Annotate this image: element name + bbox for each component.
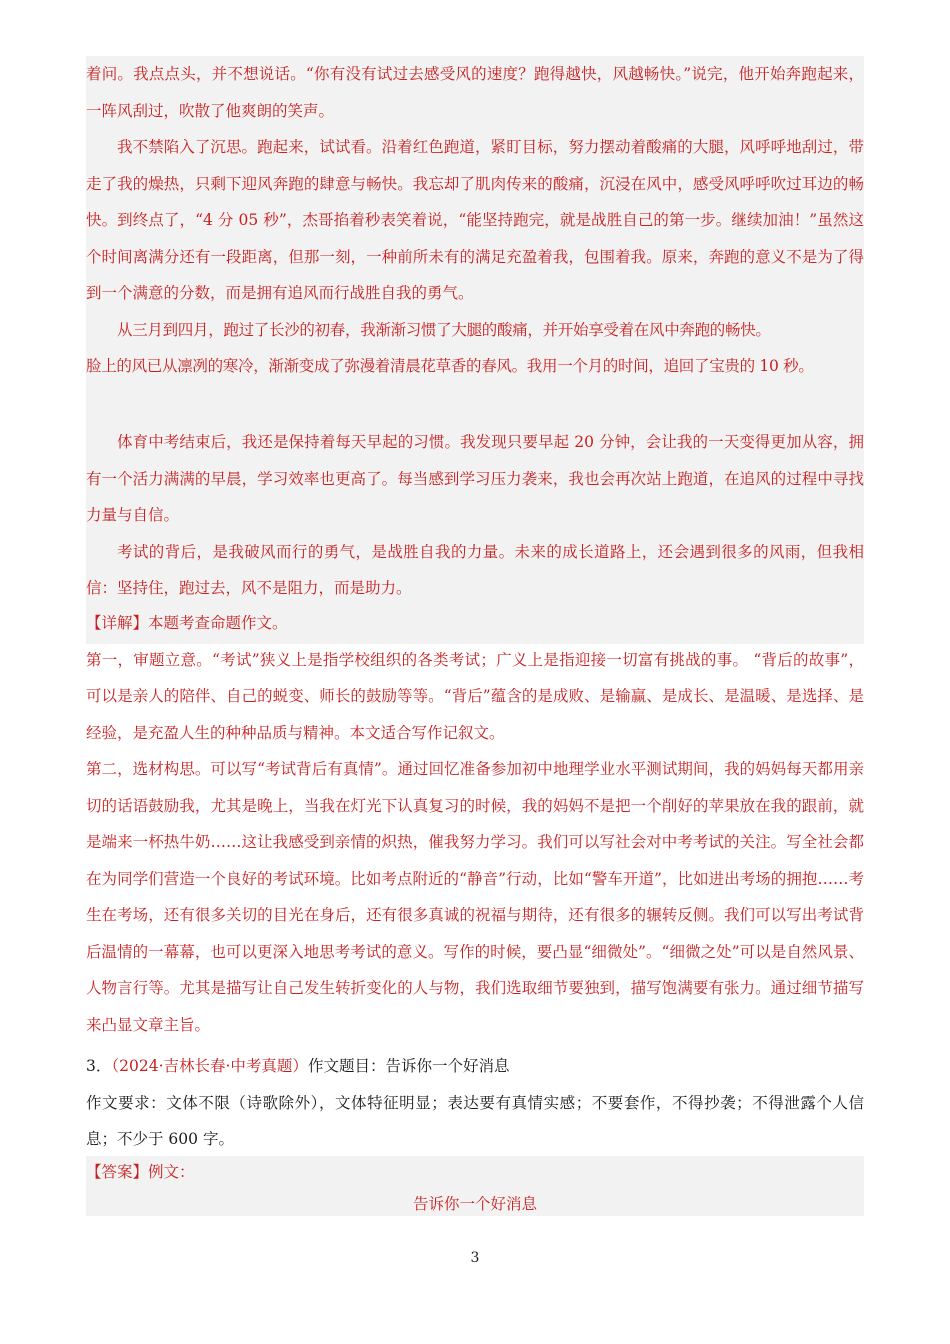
analysis-heading: 【详解】本题考查命题作文。 [86, 614, 288, 632]
essay-paragraph: 从三月到四月，跑过了长沙的初春，我渐渐习惯了大腿的酸痛，并开始享受着在风中奔跑的畅快。 [117, 320, 771, 339]
answer-label: 【答案】 [86, 1163, 149, 1181]
question-source: （2024·吉林长春·中考真题） [111, 1057, 308, 1075]
essay-paragraph: 考试的背后，是我破风而行的勇气，是战胜自我的力量。未来的成长道路上，还会遇到很多的风雨，但我相信：坚持住，跑过去，风不是阻力，而是助力。 [86, 542, 864, 597]
question-3 [86, 1048, 864, 1158]
essay-title: 告诉你一个好消息 [412, 1195, 537, 1213]
question-title-line [86, 1048, 864, 1085]
answer-section [86, 1156, 864, 1216]
question-requirements: 作文要求：文体不限（诗歌除外），文体特征明显；表达要有真情实感；不要套作，不得抄袭；不得泄露个人信息；不少于 600 字。 [86, 1093, 864, 1148]
question-number: 3． [86, 1057, 112, 1075]
essay-paragraph: 脸上的风已从凛冽的寒冷，渐渐变成了弥漫着清晨花草香的春风。我用一个月的时间，追回了宝贵的 10 秒。 [86, 357, 814, 375]
essay-section-1 [86, 56, 864, 390]
analysis-point-2: 第二，选材构思。可以写“考试背后有真情”。通过回忆准备参加初中地理学业水平测试期间，我的妈妈每天都用亲切的话语鼓励我，尤其是晚上，当我在灯光下认真复习的时候，我的妈妈不是把一个削好的苹果放在我的跟前，就是端来一杯热牛奶……这让我感受到亲情的炽热，催我努力学习。我们可以写社会对中考考试的关注。写全社会都在为同学们营造一个良好的考试环境。比如考点附近的“静音”行动，比如“警车开道”，比如进出考场的拥抱……考生在考场，还有很多关切的目光在身后，还有很多真诚的祝福与期待，还有很多的辗转反侧。我们可以写出考试背后温情的一幕幕，也可以更深入地思考考试的意义。写作的时候，要凸显“细微处”。“细微之处”可以是自然风景、人物言行等。尤其是描写让自己发生转折变化的人与物，我们选取细节要独到，描写饱满要有张力。通过细节描写来凸显文章主旨。 [86, 760, 864, 1034]
answer-label-line [86, 1156, 864, 1188]
essay-paragraph: 体育中考结束后，我还是保持着每天早起的习惯。我发现只要早起 20 分钟，会让我的一天变得更加从容，拥有一个活力满满的早晨，学习效率也更高了。每当感到学习压力袭来，我也会再次站上跑道，在追风的过程中寻找力量与自信。 [86, 433, 864, 524]
question-title: 作文题目：告诉你一个好消息 [307, 1057, 510, 1075]
answer-text: 例文： [148, 1163, 195, 1181]
page-number: 3 [470, 1250, 480, 1266]
essay-paragraph: 着问。我点点头，并不想说话。“你有没有试过去感受风的速度？跑得越快，风越畅快。”说完，他开始奔跑起来，一阵风刮过，吹散了他爽朗的笑声。 [86, 65, 864, 120]
analysis-point-1: 第一，审题立意。“考试”狭义上是指学校组织的各类考试；广义上是指迎接一切富有挑战的事。 “背后的故事”，可以是亲人的陪伴、自己的蜕变、师长的鼓励等等。“背后”蕴含的是成败、是输赢、是成长、是温暖、是选择、是经验，是充盈人生的种种品质与精神。本文适合写作记叙文。 [86, 650, 864, 742]
essay-paragraph: 我不禁陷入了沉思。跑起来，试试看。沿着红色跑道，紧盯目标，努力摆动着酸痛的大腿，风呼呼地刮过，带走了我的燥热，只剩下迎风奔跑的肆意与畅快。我忘却了肌肉传来的酸痛，沉浸在风中，感受风呼呼吹过耳边的畅快。到终点了，“4 分 05 秒”，杰哥掐着秒表笑着说，“能坚持跑完，就是战胜自己的第一步。继续加油！”虽然这个时间离满分还有一段距离，但那一刻，一种前所未有的满足充盈着我，包围着我。原来，奔跑的意义不是为了得到一个满意的分数，而是拥有追风而行战胜自我的勇气。 [86, 138, 864, 302]
analysis-section [86, 605, 864, 1043]
